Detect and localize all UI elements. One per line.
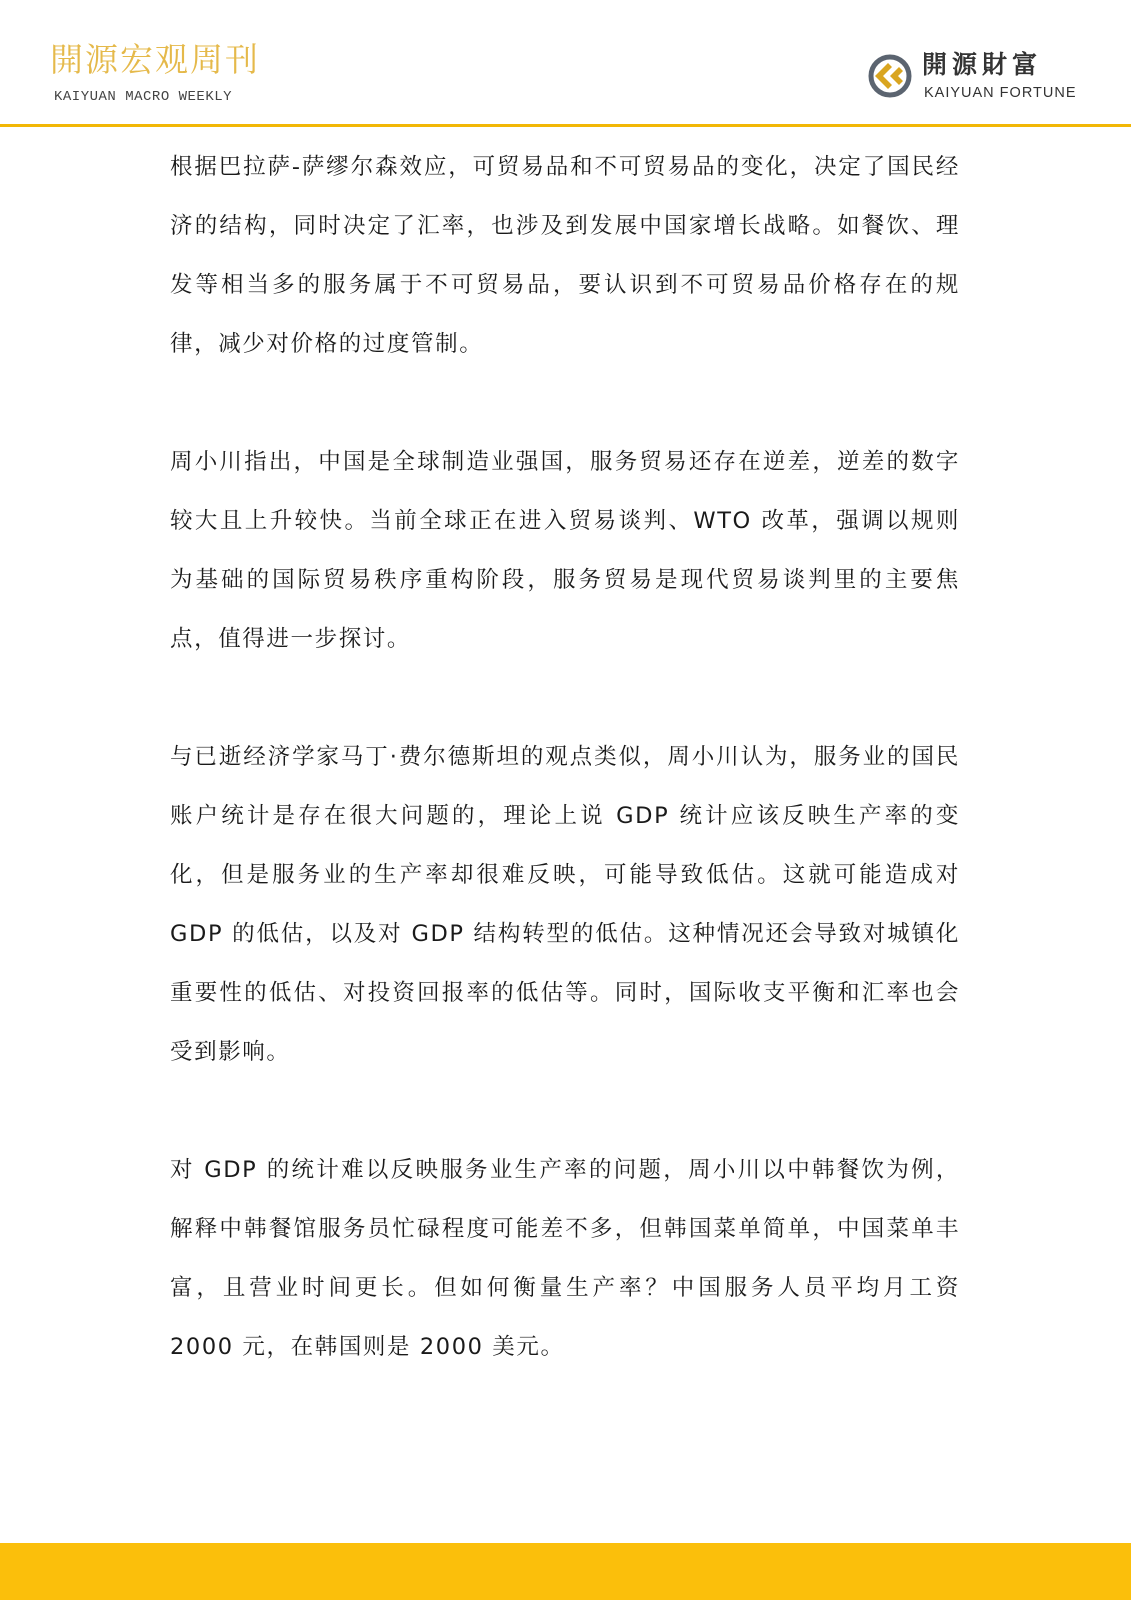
- brand-name-cn: 開源財富: [922, 50, 1043, 79]
- report-subtitle: KAIYUAN MACRO WEEKLY: [54, 89, 233, 105]
- kaiyuan-logo-icon: [866, 52, 914, 100]
- paragraph: 根据巴拉萨-萨缪尔森效应，可贸易品和不可贸易品的变化，决定了国民经济的结构，同时决定了汇率，也涉及到发展中国家增长战略。如餐饮、理发等相当多的服务属于不可贸易品，要认识到不可贸易品价格存在的规律，减少对价格的过度管制。: [170, 154, 960, 357]
- page-header: [0, 0, 1131, 126]
- brand-name-en: KAIYUAN FORTUNE: [924, 85, 1077, 101]
- report-title: 開源宏观周刊: [50, 40, 260, 79]
- brand-logo-block: [866, 50, 1086, 104]
- paragraph: 周小川指出，中国是全球制造业强国，服务贸易还存在逆差，逆差的数字较大且上升较快。当前全球正在进入贸易谈判、WTO 改革，强调以规则为基础的国际贸易秩序重构阶段，服务贸易是现代贸易谈判里的主要焦点，值得进一步探讨。: [170, 449, 960, 652]
- header-divider: [0, 124, 1131, 127]
- paragraph: 与已逝经济学家马丁·费尔德斯坦的观点类似，周小川认为，服务业的国民账户统计是存在很大问题的，理论上说 GDP 统计应该反映生产率的变化，但是服务业的生产率却很难反映，可能导致低估。这就可能造成对 GDP 的低估，以及对 GDP 结构转型的低估。这种情况还会导致对城镇化重要性的低估、对投资回报率的低估等。同时，国际收支平衡和汇率也会受到影响。: [170, 744, 960, 1065]
- footer-bar: [0, 1543, 1131, 1600]
- paragraph: 对 GDP 的统计难以反映服务业生产率的问题，周小川以中韩餐饮为例，解释中韩餐馆服务员忙碌程度可能差不多，但韩国菜单简单，中国菜单丰富，且营业时间更长。但如何衡量生产率？中国服务人员平均月工资 2000 元，在韩国则是 2000 美元。: [170, 1157, 960, 1360]
- article-body: [170, 138, 960, 1436]
